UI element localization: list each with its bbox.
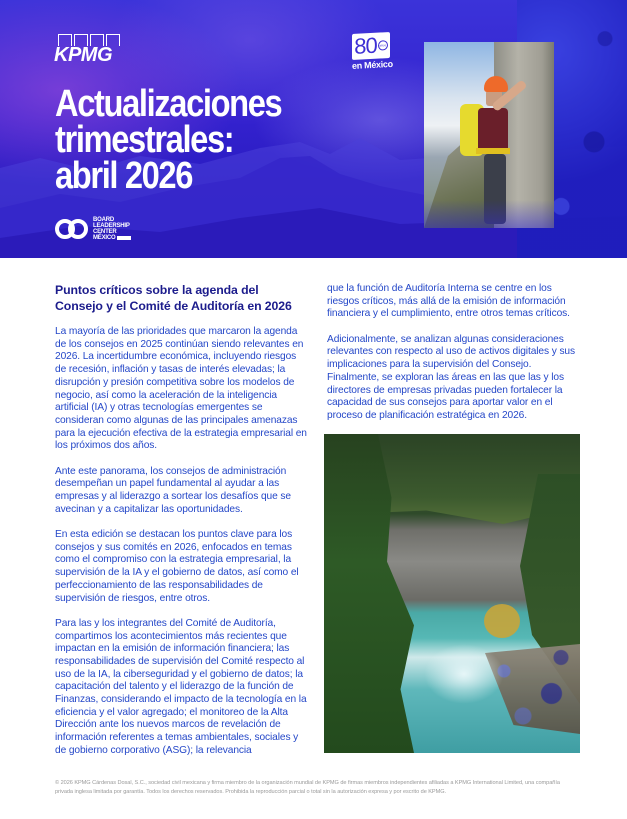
paragraph-5: que la función de Auditoría Interna se centre en los riesgos críticos, más allá de la emisión de información financiera y el cumplimiento, entre otros temas críticos. <box>327 283 570 320</box>
section-heading: Puntos críticos sobre la agenda del Consejo y el Comité de Auditoría en 2026 <box>55 283 292 313</box>
paragraph-3: En esta edición se destacan los puntos clave para los consejos y sus comités en 2026, enfocados en temas como el compromiso con la estrategia empresarial, la supervisión de la IA y el gobierno de datos, así como el perfeccionamiento de las responsabilidades de supervisión de riesgos, entre otros. <box>55 529 299 604</box>
river-canyon-photo <box>324 434 580 753</box>
header-banner <box>0 0 627 258</box>
legal-footer: © 2026 KPMG Cárdenas Dosal, S.C., sociedad civil mexicana y firma miembro de la organización mundial de KPMG de firmas miembros independientes afiliadas a KPMG International Limited, una compañía privada inglesa limitada por garantía. Todos los derechos reservados. Prohibida la reproducción parcial o total sin la autorización expresa y por escrito de KPMG. <box>55 780 560 795</box>
paragraph-4: Para las y los integrantes del Comité de Auditoría, compartimos los acontecimientos más recientes que impactan en la emisión de información financiera; las responsabilidades de supervisión del Comité respecto al uso de la IA, la ciberseguridad y el gobierno de datos; la capacitación del talento y el liderazgo de la función de Finanzas, considerando el impacto de la tecnología en la eficiencia y el valor agregado; el monitoreo de la Alta Dirección ante los nuevos marcos de revelación de información referentes a temas ambientales, sociales y de gobierno corporativo (ASG); la relevancia <box>55 617 307 756</box>
paragraph-6: Adicionalmente, se analizan algunas consideraciones relevantes con respecto al uso de activos digitales y sus implicaciones para la supervisión del Consejo. Finalmente, se exploran las áreas en las que las y los directores de empresas privadas pueden fortalecer la capacidad de sus consejos para aportar valor en el proceso de planificación estratégica en 2026. <box>327 333 575 421</box>
paragraph-1: La mayoría de las prioridades que marcaron la agenda de los consejos en 2025 continúan siendo relevantes en 2026. La incertidumbre económica, incluyendo riesgos de recesión, inflación y tasas de interés elevadas; la disrupción y presión competitiva sobre los modelos de negocio, así como la aceleración de la inteligencia artificial (IA) y otras tecnologías emergentes se consideran como algunas de las principales amenazas para la ejecución efectiva de la estrategia empresarial en los próximos dos años. <box>55 326 307 452</box>
kpmg-logo-text: KPMG <box>54 44 112 66</box>
blc-logo-text: BOARD LEADERSHIP CENTER MÉXICO <box>93 217 130 241</box>
paragraph-2: Ante este panorama, los consejos de administración desempeñan un papel fundamental al ayudar a las empresas y al liderazgo a sortear los desafíos que se avecinan y a capitalizar las oportunidades. <box>55 465 291 515</box>
title-line-1: Actualizaciones <box>55 83 282 125</box>
title-line-2: trimestrales: <box>55 119 234 161</box>
anniversary-subtitle: en México <box>351 58 394 72</box>
title-line-3: abril 2026 <box>55 155 193 197</box>
linked-rings-icon <box>55 218 89 240</box>
anniversary-badge <box>352 33 392 70</box>
board-leadership-center-logo <box>55 217 131 241</box>
right-column <box>327 283 579 435</box>
left-column <box>55 283 307 770</box>
climber-photo <box>424 42 554 228</box>
anniversary-number: 80 <box>354 32 377 59</box>
page-title <box>55 83 296 197</box>
anniversary-years-label: años <box>378 40 388 51</box>
kpmg-logo <box>54 34 130 66</box>
flag-icon <box>352 32 390 60</box>
